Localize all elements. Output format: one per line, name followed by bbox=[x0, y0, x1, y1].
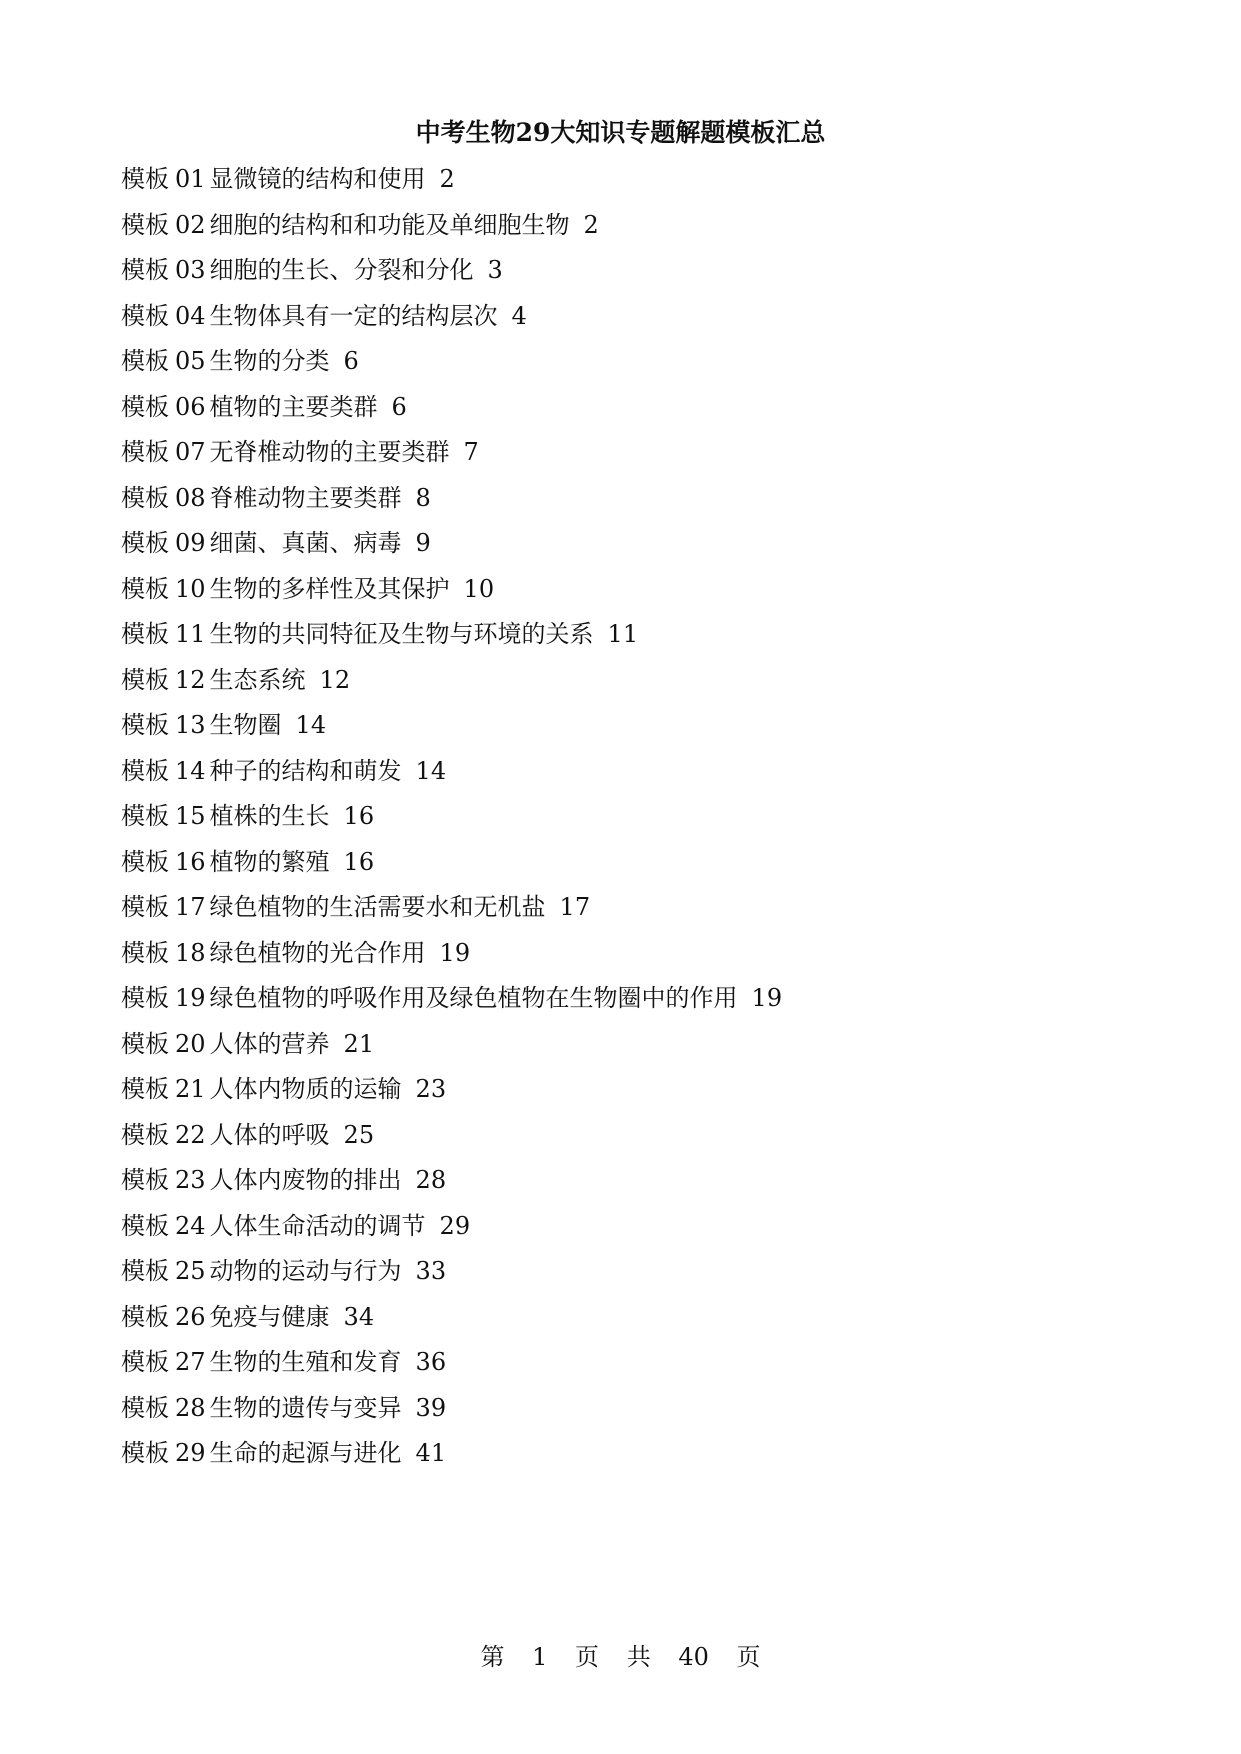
toc-entry[interactable] bbox=[121, 1208, 782, 1254]
toc-entry-prefix: 模板 bbox=[121, 620, 169, 648]
toc-entry-title: 无脊椎动物的主要类群 bbox=[209, 438, 450, 466]
toc-entry-page: 34 bbox=[343, 1302, 375, 1331]
toc-entry-page: 7 bbox=[463, 438, 479, 466]
toc-entry-prefix: 模板 bbox=[121, 1302, 169, 1331]
toc-entry-title: 生物的遗传与变异 bbox=[209, 1393, 402, 1422]
toc-entry-title: 植物的主要类群 bbox=[209, 392, 378, 421]
footer-current-page: 1 bbox=[532, 1643, 548, 1671]
toc-entry-prefix: 模板 bbox=[121, 1348, 169, 1376]
toc-entry-prefix: 模板 bbox=[121, 165, 169, 193]
toc-entry-page: 11 bbox=[607, 620, 639, 648]
toc-entry-prefix: 模板 bbox=[121, 1439, 169, 1467]
toc-entry-title: 生物圈 bbox=[209, 711, 282, 739]
footer-label-before: 第 bbox=[480, 1643, 505, 1671]
toc-entry-number: 26 bbox=[175, 1302, 206, 1331]
toc-entry-prefix: 模板 bbox=[121, 529, 169, 557]
toc-entry-page: 29 bbox=[439, 1211, 471, 1240]
toc-entry[interactable] bbox=[121, 571, 782, 617]
toc-entry[interactable] bbox=[121, 1117, 782, 1163]
toc-entry-title: 绿色植物的生活需要水和无机盐 bbox=[209, 893, 546, 921]
toc-entry-title: 显微镜的结构和使用 bbox=[209, 165, 426, 193]
toc-entry[interactable] bbox=[121, 844, 782, 890]
toc-entry-prefix: 模板 bbox=[121, 1166, 169, 1194]
document-title: 中考生物29大知识专题解题模板汇总 bbox=[415, 118, 826, 147]
toc-entry-prefix: 模板 bbox=[121, 1257, 169, 1285]
toc-entry-number: 06 bbox=[175, 392, 206, 421]
toc-entry-number: 29 bbox=[175, 1439, 206, 1467]
toc-entry[interactable] bbox=[121, 798, 782, 844]
table-of-contents bbox=[121, 161, 782, 1481]
toc-entry[interactable] bbox=[121, 480, 782, 526]
toc-entry-number: 13 bbox=[175, 711, 206, 739]
toc-entry[interactable] bbox=[121, 161, 782, 207]
toc-entry-number: 16 bbox=[175, 847, 206, 876]
toc-entry[interactable] bbox=[121, 389, 782, 435]
toc-entry-title: 人体的营养 bbox=[209, 1029, 330, 1058]
toc-entry-prefix: 模板 bbox=[121, 1075, 169, 1103]
toc-entry-title: 生物的多样性及其保护 bbox=[209, 574, 450, 603]
toc-entry[interactable] bbox=[121, 207, 782, 253]
toc-entry-prefix: 模板 bbox=[121, 483, 169, 512]
toc-entry-page: 10 bbox=[463, 574, 495, 603]
toc-entry-prefix: 模板 bbox=[121, 1211, 169, 1240]
toc-entry-title: 人体的呼吸 bbox=[209, 1120, 330, 1149]
toc-entry[interactable] bbox=[121, 1390, 782, 1436]
toc-entry-page: 41 bbox=[415, 1439, 447, 1467]
footer-label-page: 页 bbox=[575, 1643, 600, 1671]
toc-entry-number: 04 bbox=[175, 301, 206, 330]
toc-entry-prefix: 模板 bbox=[121, 347, 169, 375]
toc-entry-title: 生态系统 bbox=[209, 665, 306, 694]
toc-entry-number: 17 bbox=[175, 893, 206, 921]
toc-entry-prefix: 模板 bbox=[121, 984, 169, 1012]
toc-entry-prefix: 模板 bbox=[121, 1393, 169, 1422]
toc-entry-title: 生命的起源与进化 bbox=[209, 1439, 402, 1467]
toc-entry-number: 24 bbox=[175, 1211, 206, 1240]
toc-entry[interactable] bbox=[121, 889, 782, 935]
toc-entry[interactable] bbox=[121, 1026, 782, 1072]
toc-entry-prefix: 模板 bbox=[121, 802, 169, 830]
toc-entry-page: 25 bbox=[343, 1120, 375, 1149]
toc-entry-number: 28 bbox=[175, 1393, 206, 1422]
toc-entry-number: 25 bbox=[175, 1257, 206, 1285]
toc-entry-title: 生物的分类 bbox=[209, 347, 330, 375]
toc-entry[interactable] bbox=[121, 1299, 782, 1345]
toc-entry-prefix: 模板 bbox=[121, 893, 169, 921]
toc-entry-prefix: 模板 bbox=[121, 1120, 169, 1149]
toc-entry-number: 11 bbox=[175, 620, 206, 648]
toc-entry-page: 19 bbox=[439, 938, 471, 967]
toc-entry[interactable] bbox=[121, 1071, 782, 1117]
toc-entry-title: 人体内废物的排出 bbox=[209, 1166, 402, 1194]
toc-entry-prefix: 模板 bbox=[121, 256, 169, 284]
toc-entry-title: 脊椎动物主要类群 bbox=[209, 483, 402, 512]
toc-entry-number: 19 bbox=[175, 984, 206, 1012]
toc-entry-title: 种子的结构和萌发 bbox=[209, 756, 402, 785]
toc-entry-prefix: 模板 bbox=[121, 847, 169, 876]
toc-entry-prefix: 模板 bbox=[121, 756, 169, 785]
toc-entry-number: 07 bbox=[175, 438, 206, 466]
page-footer bbox=[0, 1640, 1241, 1674]
toc-entry[interactable] bbox=[121, 525, 782, 571]
toc-entry-page: 33 bbox=[415, 1257, 447, 1285]
toc-entry-page: 4 bbox=[511, 301, 527, 330]
toc-entry-number: 15 bbox=[175, 802, 206, 830]
toc-entry-number: 10 bbox=[175, 574, 206, 603]
footer-label-total: 共 bbox=[626, 1643, 651, 1671]
toc-entry-prefix: 模板 bbox=[121, 711, 169, 739]
toc-entry[interactable] bbox=[121, 434, 782, 480]
toc-entry[interactable] bbox=[121, 753, 782, 799]
toc-entry-page: 2 bbox=[583, 210, 599, 239]
toc-entry-number: 09 bbox=[175, 529, 206, 557]
toc-entry-prefix: 模板 bbox=[121, 392, 169, 421]
toc-entry[interactable] bbox=[121, 1435, 782, 1481]
toc-entry-page: 6 bbox=[343, 347, 359, 375]
toc-entry-page: 14 bbox=[295, 711, 327, 739]
toc-entry-title: 绿色植物的呼吸作用及绿色植物在生物圈中的作用 bbox=[209, 984, 738, 1012]
toc-entry-number: 14 bbox=[175, 756, 206, 785]
toc-entry-title: 细胞的生长、分裂和分化 bbox=[209, 256, 474, 284]
toc-entry-page: 6 bbox=[391, 392, 407, 421]
toc-entry-page: 28 bbox=[415, 1166, 447, 1194]
toc-entry[interactable] bbox=[121, 935, 782, 981]
toc-entry[interactable] bbox=[121, 980, 782, 1026]
toc-entry-number: 05 bbox=[175, 347, 206, 375]
toc-entry[interactable] bbox=[121, 298, 782, 344]
toc-entry-page: 21 bbox=[343, 1029, 375, 1058]
toc-entry-page: 16 bbox=[343, 847, 375, 876]
toc-entry-number: 21 bbox=[175, 1075, 206, 1103]
toc-entry-number: 01 bbox=[175, 165, 206, 193]
toc-entry-number: 12 bbox=[175, 665, 206, 694]
toc-entry-title: 人体生命活动的调节 bbox=[209, 1211, 426, 1240]
toc-entry[interactable] bbox=[121, 616, 782, 662]
footer-total-pages: 40 bbox=[678, 1643, 709, 1671]
toc-entry-number: 18 bbox=[175, 938, 206, 967]
toc-entry-number: 02 bbox=[175, 210, 206, 239]
toc-entry-prefix: 模板 bbox=[121, 301, 169, 330]
toc-entry-title: 免疫与健康 bbox=[209, 1302, 330, 1331]
toc-entry[interactable] bbox=[121, 1344, 782, 1390]
toc-entry-page: 23 bbox=[415, 1075, 447, 1103]
toc-entry-number: 08 bbox=[175, 483, 206, 512]
toc-entry-prefix: 模板 bbox=[121, 1029, 169, 1058]
toc-entry-page: 19 bbox=[751, 984, 783, 1012]
toc-entry-page: 2 bbox=[439, 165, 455, 193]
toc-entry-prefix: 模板 bbox=[121, 210, 169, 239]
toc-entry[interactable] bbox=[121, 707, 782, 753]
toc-entry-title: 植株的生长 bbox=[209, 802, 330, 830]
toc-entry[interactable] bbox=[121, 662, 782, 708]
toc-entry-page: 8 bbox=[415, 483, 431, 512]
toc-entry-page: 39 bbox=[415, 1393, 447, 1422]
toc-entry-prefix: 模板 bbox=[121, 665, 169, 694]
toc-entry-title: 人体内物质的运输 bbox=[209, 1075, 402, 1103]
toc-entry-title: 绿色植物的光合作用 bbox=[209, 938, 426, 967]
toc-entry-title: 细胞的结构和和功能及单细胞生物 bbox=[209, 210, 570, 239]
toc-entry-page: 16 bbox=[343, 802, 375, 830]
toc-entry-title: 生物的生殖和发育 bbox=[209, 1348, 402, 1376]
toc-entry-prefix: 模板 bbox=[121, 938, 169, 967]
toc-entry-number: 27 bbox=[175, 1348, 206, 1376]
toc-entry-page: 17 bbox=[559, 893, 591, 921]
toc-entry-prefix: 模板 bbox=[121, 574, 169, 603]
toc-entry-title: 动物的运动与行为 bbox=[209, 1257, 402, 1285]
toc-entry[interactable] bbox=[121, 252, 782, 298]
toc-entry[interactable] bbox=[121, 1162, 782, 1208]
toc-entry-page: 3 bbox=[487, 256, 503, 284]
toc-entry[interactable] bbox=[121, 1253, 782, 1299]
toc-entry-number: 20 bbox=[175, 1029, 206, 1058]
toc-entry-page: 9 bbox=[415, 529, 431, 557]
toc-entry-number: 23 bbox=[175, 1166, 206, 1194]
toc-entry-page: 12 bbox=[319, 665, 351, 694]
toc-entry-title: 生物体具有一定的结构层次 bbox=[209, 301, 498, 330]
toc-entry-page: 14 bbox=[415, 756, 447, 785]
toc-entry-page: 36 bbox=[415, 1348, 447, 1376]
footer-label-after: 页 bbox=[736, 1643, 761, 1671]
toc-entry-prefix: 模板 bbox=[121, 438, 169, 466]
toc-entry[interactable] bbox=[121, 343, 782, 389]
toc-entry-number: 22 bbox=[175, 1120, 206, 1149]
toc-entry-title: 生物的共同特征及生物与环境的关系 bbox=[209, 620, 594, 648]
toc-entry-title: 植物的繁殖 bbox=[209, 847, 330, 876]
toc-entry-number: 03 bbox=[175, 256, 206, 284]
toc-entry-title: 细菌、真菌、病毒 bbox=[209, 529, 402, 557]
